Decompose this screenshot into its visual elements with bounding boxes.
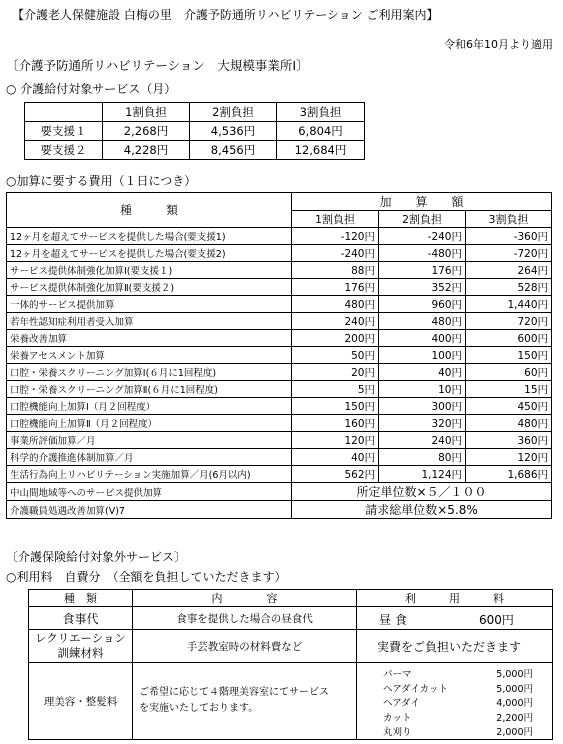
table-row <box>7 279 552 296</box>
fee-cell: -360円 <box>466 228 552 245</box>
table-row <box>25 141 365 160</box>
fee-cell: 176円 <box>379 262 466 279</box>
row-label: 理美容・整髪料 <box>29 663 133 740</box>
addition-label: 栄養改善加算 <box>7 330 292 347</box>
recreation-row <box>29 630 553 663</box>
fee-cell: 600円 <box>466 330 552 347</box>
fee-label: 昼 食 <box>379 613 407 627</box>
fee-cell: 40円 <box>292 449 379 466</box>
table-header-row <box>29 590 553 607</box>
service-price: 5,000円 <box>496 669 533 680</box>
fee-cell: 40円 <box>379 364 466 381</box>
price-list-cell <box>357 663 553 740</box>
service-name: ヘアダイカット <box>383 683 448 695</box>
service-price: 2,000円 <box>496 727 533 738</box>
fee-cell: 60円 <box>466 364 552 381</box>
fee-cell <box>357 607 553 630</box>
fee-cell: 4,228円 <box>103 141 190 160</box>
col-header: 1割負担 <box>292 211 379 228</box>
fee-cell: 1,440円 <box>466 296 552 313</box>
blank-cell <box>25 103 103 122</box>
fee-cell: 120円 <box>466 449 552 466</box>
fee-cell: 150円 <box>466 347 552 364</box>
fee-cell: 562円 <box>292 466 379 483</box>
fee-cell: 実費をご負担いただきます <box>357 630 553 663</box>
col-header: 種 類 <box>29 590 133 607</box>
beauty-row <box>29 663 553 740</box>
fee-cell: 20円 <box>292 364 379 381</box>
fee-cell: -720円 <box>466 245 552 262</box>
kind-header: 種 類 <box>7 193 292 228</box>
addition-label: 中山間地域等へのサービス提供加算 <box>7 483 292 501</box>
table-row <box>7 245 552 262</box>
fee-cell: 264円 <box>466 262 552 279</box>
section3-heading: 〔介護保険給付対象外サービス〕 <box>6 550 187 564</box>
addition-label: 口腔・栄養スクリーニング加算Ⅱ(６月に1回程度) <box>7 381 292 398</box>
table-row <box>7 501 552 519</box>
fee-cell: 300円 <box>379 398 466 415</box>
addition-label: 栄養アセスメント加算 <box>7 347 292 364</box>
table-row <box>7 228 552 245</box>
addition-label: 口腔機能向上加算Ⅰ（月２回程度） <box>7 398 292 415</box>
fee-cell: 360円 <box>466 432 552 449</box>
fee-cell: 1,686円 <box>466 466 552 483</box>
col-header: 3割負担 <box>466 211 552 228</box>
col-header: 利 用 料 <box>357 590 553 607</box>
service-price: 5,000円 <box>496 683 533 695</box>
fee-cell: 1,124円 <box>379 466 466 483</box>
fee-cell: 176円 <box>292 279 379 296</box>
addition-label: 生活行為向上リハビリテーション実施加算／月(6月以内) <box>7 466 292 483</box>
fee-cell: 6,804円 <box>277 122 365 141</box>
service-name: カット <box>383 712 412 724</box>
fee-cell: 150円 <box>292 398 379 415</box>
table-row <box>7 466 552 483</box>
fee-cell: -240円 <box>379 228 466 245</box>
addition-label: サービス提供体制強化加算Ⅰ(要支援１) <box>7 262 292 279</box>
addition-label: 若年性認知症利用者受入加算 <box>7 313 292 330</box>
effective-date: 令和6年10月より適用 <box>444 38 553 51</box>
fee-cell: -480円 <box>379 245 466 262</box>
fee-cell: 80円 <box>379 449 466 466</box>
table-row <box>7 432 552 449</box>
self-pay-table <box>28 589 553 740</box>
facility-type: 〔介護予防通所リハビリテーション 大規模事業所Ⅰ〕 <box>6 58 309 73</box>
col-header: 2割負担 <box>190 103 277 122</box>
fee-cell: 4,536円 <box>190 122 277 141</box>
addition-label: 介護職員処遇改善加算(Ⅴ)7 <box>7 501 292 519</box>
fee-cell: 450円 <box>466 398 552 415</box>
service-price: 2,200円 <box>496 712 533 724</box>
table-header-row <box>25 103 365 122</box>
table-row <box>25 122 365 141</box>
formula-cell: 請求総単位数×5.8% <box>292 501 552 519</box>
service-price: 4,000円 <box>496 698 533 709</box>
fee-cell: 480円 <box>292 296 379 313</box>
formula-cell: 所定単位数×５／１００ <box>292 483 552 501</box>
table-row <box>7 262 552 279</box>
fee-cell: 720円 <box>466 313 552 330</box>
fee-cell: 88円 <box>292 262 379 279</box>
fee-cell: 400円 <box>379 330 466 347</box>
table-row <box>7 313 552 330</box>
table-row <box>7 381 552 398</box>
fee-cell: 200円 <box>292 330 379 347</box>
content-line: ご希望に応じて４階理美容室にてサービス <box>139 687 329 698</box>
fee-cell: 5円 <box>292 381 379 398</box>
addition-fee-table <box>6 192 552 519</box>
addition-label: 口腔・栄養スクリーニング加算Ⅰ(６月に1回程度) <box>7 364 292 381</box>
table-row <box>7 364 552 381</box>
col-header: 3割負担 <box>277 103 365 122</box>
fee-cell: 120円 <box>292 432 379 449</box>
content-line: を実施いたしております。 <box>139 703 259 714</box>
table-row <box>7 398 552 415</box>
document-title: 【介護老人保健施設 白梅の里 介護予防通所リハビリテーション ご利用案内】 <box>12 8 439 22</box>
fee-cell: 12,684円 <box>277 141 365 160</box>
fee-cell: 528円 <box>466 279 552 296</box>
row-label-line: レクリエーション <box>34 631 127 645</box>
fee-cell: 480円 <box>466 415 552 432</box>
fee-cell: 50円 <box>292 347 379 364</box>
service-name: パーマ <box>383 669 412 680</box>
row-label: 要支援２ <box>25 141 103 160</box>
table-row <box>7 296 552 313</box>
content-cell: 手芸教室時の材料費など <box>133 630 357 663</box>
addition-label: 事業所評価加算／月 <box>7 432 292 449</box>
col-header: 2割負担 <box>379 211 466 228</box>
row-label <box>29 630 133 663</box>
meal-row <box>29 607 553 630</box>
content-cell: 食事を提供した場合の昼食代 <box>133 607 357 630</box>
addition-label: 一体的サービス提供加算 <box>7 296 292 313</box>
fee-cell: 15円 <box>466 381 552 398</box>
fee-value: 600円 <box>479 613 514 627</box>
service-name: 丸刈り <box>383 727 412 738</box>
col-header: 1割負担 <box>103 103 190 122</box>
table-row <box>7 449 552 466</box>
section3-subheading: ○利用料 自費分 （全額を負担していただきます） <box>6 570 287 584</box>
fee-cell: 8,456円 <box>190 141 277 160</box>
fee-cell: 240円 <box>292 313 379 330</box>
col-header: 内 容 <box>133 590 357 607</box>
fee-cell: 2,268円 <box>103 122 190 141</box>
fee-cell: 480円 <box>379 313 466 330</box>
row-label-line: 訓練材料 <box>57 646 104 660</box>
fee-cell: 320円 <box>379 415 466 432</box>
table-row <box>7 347 552 364</box>
addition-label: 口腔機能向上加算Ⅱ（月２回程度） <box>7 415 292 432</box>
section2-heading: ○加算に要する費用（１日につき） <box>6 174 197 188</box>
addition-label: 12ヶ月を超えてサービスを提供した場合(要支援1) <box>7 228 292 245</box>
fee-cell: 100円 <box>379 347 466 364</box>
fee-cell: -120円 <box>292 228 379 245</box>
section1-heading: ○ 介護給付対象サービス（月） <box>6 82 177 96</box>
table-header-row <box>7 193 552 211</box>
base-fee-table <box>24 102 365 160</box>
fee-cell: 240円 <box>379 432 466 449</box>
fee-cell: 160円 <box>292 415 379 432</box>
amount-header: 加 算 額 <box>292 193 552 211</box>
row-label: 要支援１ <box>25 122 103 141</box>
fee-cell: 960円 <box>379 296 466 313</box>
fee-cell: -240円 <box>292 245 379 262</box>
addition-label: 12ヶ月を超えてサービスを提供した場合(要支援2) <box>7 245 292 262</box>
table-row <box>7 483 552 501</box>
fee-cell: 352円 <box>379 279 466 296</box>
addition-label: 科学的介護推進体制加算／月 <box>7 449 292 466</box>
table-row <box>7 330 552 347</box>
row-label: 食事代 <box>29 607 133 630</box>
content-cell <box>133 663 357 740</box>
service-name: ヘアダイ <box>383 698 420 709</box>
table-row <box>7 415 552 432</box>
addition-label: サービス提供体制強化加算Ⅱ(要支援２) <box>7 279 292 296</box>
fee-cell: 10円 <box>379 381 466 398</box>
